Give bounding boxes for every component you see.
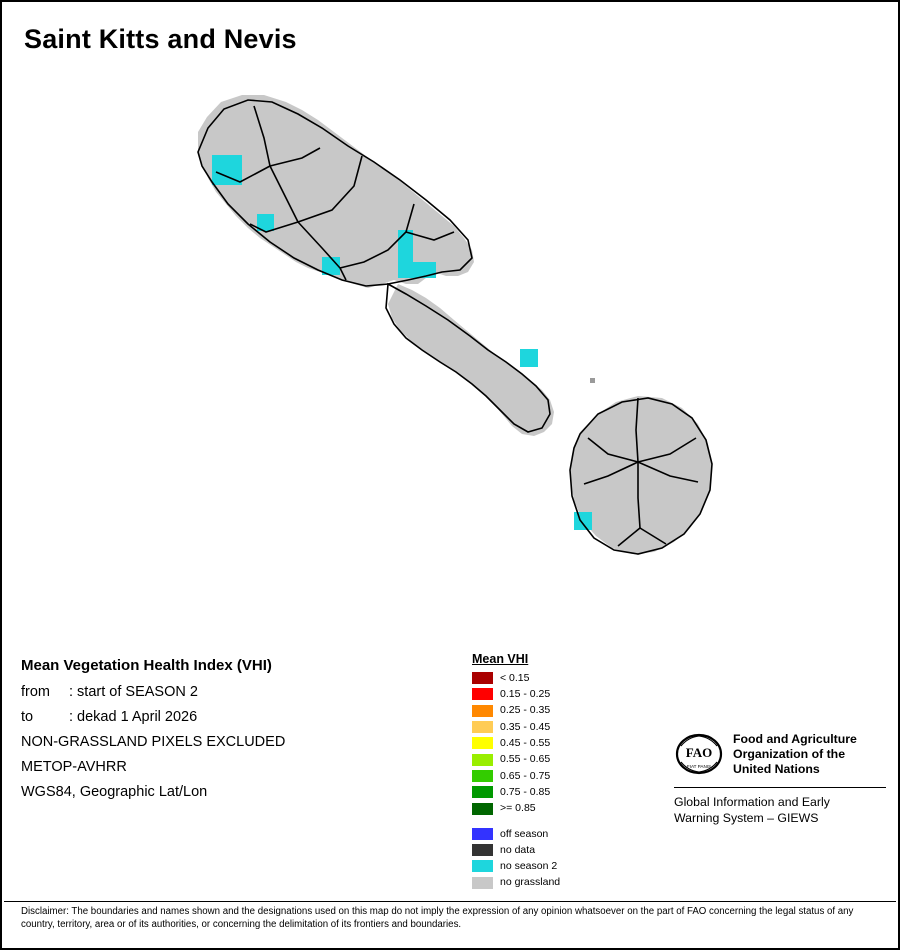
legend-swatch bbox=[472, 786, 493, 798]
fao-org-line-1: Food and Agriculture bbox=[733, 731, 857, 746]
legend-label: 0.75 - 0.85 bbox=[500, 785, 551, 798]
period-to-value: : dekad 1 April 2026 bbox=[69, 709, 198, 725]
fao-branding bbox=[674, 730, 886, 827]
fao-divider bbox=[674, 787, 886, 788]
legend-item bbox=[472, 686, 652, 702]
legend-label: no season 2 bbox=[500, 860, 558, 873]
legend-label: no data bbox=[500, 843, 536, 856]
legend-item bbox=[472, 784, 652, 800]
giews-system-name bbox=[674, 795, 886, 827]
legend-item-special bbox=[472, 858, 652, 874]
sensor-note: METOP-AVHRR bbox=[21, 759, 127, 775]
legend-item bbox=[472, 735, 652, 751]
legend-item bbox=[472, 703, 652, 719]
period-from-value: : start of SEASON 2 bbox=[69, 684, 198, 700]
period-to-label: to bbox=[21, 709, 34, 725]
legend-swatch bbox=[472, 688, 493, 700]
legend-label: off season bbox=[500, 827, 549, 840]
map-metadata bbox=[21, 657, 451, 809]
legend-item bbox=[472, 768, 652, 784]
fao-org-line-3: United Nations bbox=[733, 761, 820, 776]
page-title: Saint Kitts and Nevis bbox=[24, 24, 297, 54]
legend-item bbox=[472, 800, 652, 816]
legend-label: 0.25 - 0.35 bbox=[500, 704, 551, 717]
legend-label: 0.35 - 0.45 bbox=[500, 720, 551, 733]
legend-item-special bbox=[472, 875, 652, 891]
legend-spacer bbox=[472, 817, 652, 826]
period-from-row bbox=[21, 684, 451, 700]
pixels-note: NON-GRASSLAND PIXELS EXCLUDED bbox=[21, 734, 286, 750]
legend-swatch bbox=[472, 721, 493, 733]
legend-swatch bbox=[472, 803, 493, 815]
legend bbox=[472, 652, 652, 891]
fao-header bbox=[674, 730, 886, 778]
disclaimer-text: Disclaimer: The boundaries and names shown and the designations used on this map do not imply the expression of any opinion whatsoever on the part of FAO concerning the legal status of any country, territory, area or of its authorities, or concerning the delimitation of its frontiers and boundaries. bbox=[21, 906, 854, 931]
legend-label: 0.45 - 0.55 bbox=[500, 737, 551, 750]
map-canvas bbox=[2, 62, 898, 632]
legend-label: 0.15 - 0.25 bbox=[500, 688, 551, 701]
map-graphic bbox=[2, 62, 898, 632]
projection-note: WGS84, Geographic Lat/Lon bbox=[21, 784, 208, 800]
legend-label: < 0.15 bbox=[500, 671, 530, 684]
legend-item-special bbox=[472, 826, 652, 842]
legend-item bbox=[472, 719, 652, 735]
svg-text:FIAT PANIS: FIAT PANIS bbox=[686, 764, 712, 769]
legend-title: Mean VHI bbox=[472, 652, 529, 666]
legend-swatch bbox=[472, 877, 493, 889]
legend-item-special bbox=[472, 842, 652, 858]
legend-swatch bbox=[472, 844, 493, 856]
legend-label: 0.55 - 0.65 bbox=[500, 753, 551, 766]
svg-text:FAO: FAO bbox=[685, 745, 713, 760]
no-season-cells-nevis bbox=[574, 512, 592, 530]
legend-label: no grassland bbox=[500, 876, 561, 889]
giews-line-1: Global Information and Early bbox=[674, 795, 830, 809]
period-to-row bbox=[21, 709, 451, 725]
disclaimer-divider bbox=[4, 901, 896, 902]
legend-swatch bbox=[472, 672, 493, 684]
legend-swatch bbox=[472, 770, 493, 782]
nevis-land-pixels bbox=[570, 396, 712, 554]
legend-swatch bbox=[472, 705, 493, 717]
giews-line-2: Warning System – GIEWS bbox=[674, 810, 819, 825]
fao-organization-name bbox=[733, 732, 857, 777]
legend-swatch bbox=[472, 737, 493, 749]
legend-label: >= 0.85 bbox=[500, 802, 536, 815]
legend-label: 0.65 - 0.75 bbox=[500, 769, 551, 782]
fao-logo-icon bbox=[674, 730, 724, 778]
legend-swatch bbox=[472, 860, 493, 872]
fao-org-line-2: Organization of the bbox=[733, 746, 846, 761]
legend-swatch bbox=[472, 754, 493, 766]
period-from-label: from bbox=[21, 684, 50, 700]
legend-item bbox=[472, 751, 652, 767]
legend-item bbox=[472, 670, 652, 686]
legend-swatch bbox=[472, 828, 493, 840]
metadata-heading: Mean Vegetation Health Index (VHI) bbox=[21, 657, 272, 674]
